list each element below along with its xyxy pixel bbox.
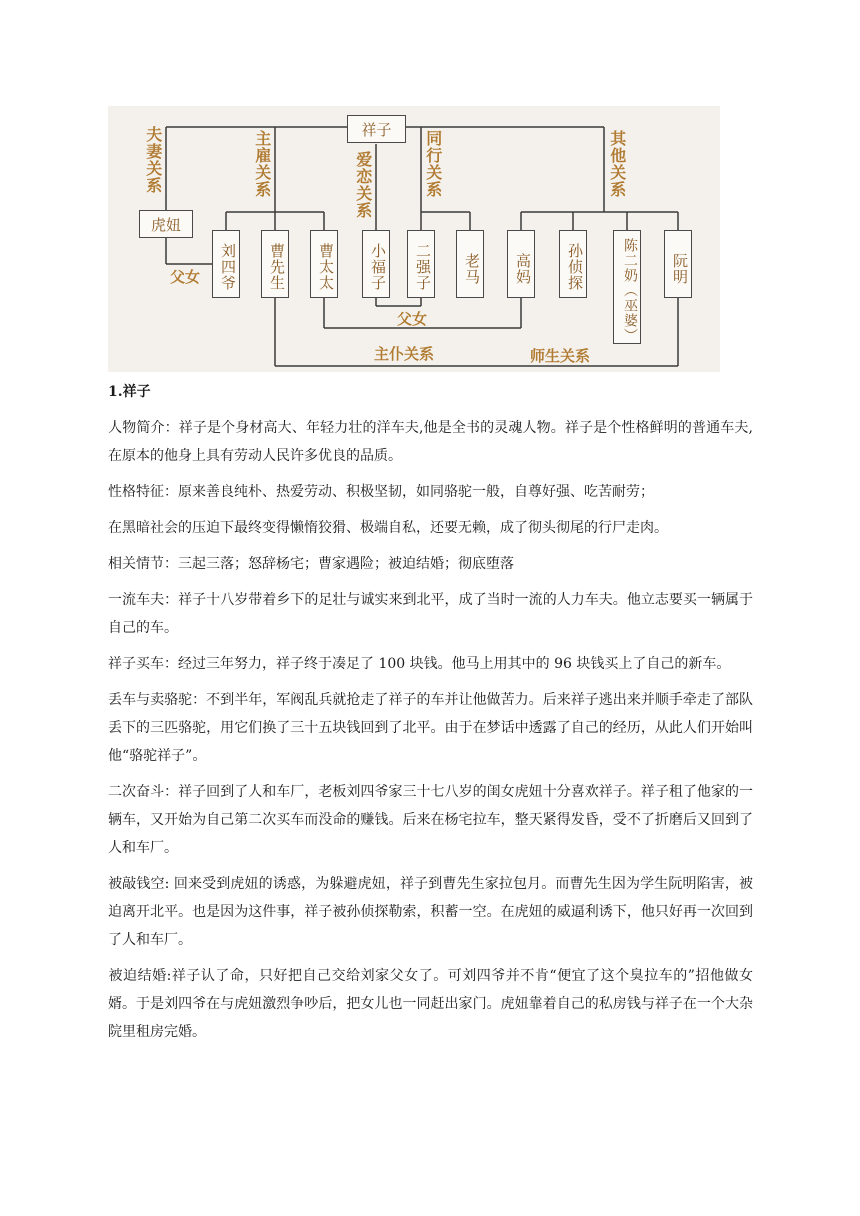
paragraph: 相关情节：三起三落；怒辞杨宅；曹家遇险；被迫结婚；彻底堕落: [108, 556, 514, 572]
person-gaoma: 高妈: [507, 230, 535, 298]
paragraph: 在黑暗社会的压迫下最终变得懒惰狡猾、极端自私，还要无赖，成了彻头彻尾的行尸走肉。: [108, 520, 668, 536]
master-servant-label: 主仆关系: [374, 345, 435, 363]
person-chenernainai: 陈二奶（巫婆）: [613, 230, 641, 344]
peer-relation-label: 同行关系: [423, 130, 443, 198]
paragraph-list: [108, 414, 753, 1046]
father-daughter-label-liu: 父女: [170, 268, 201, 286]
paragraph: 一流车夫：祥子十八岁带着乡下的足壮与诚实来到北平，成了当时一流的人力车夫。他立志要买一辆属于自己的车。: [108, 592, 753, 636]
paragraph: 性格特征：原来善良纯朴、热爱劳动、积极坚韧，如同骆驼一般，自尊好强、吃苦耐劳；: [108, 484, 654, 500]
employer-relation-label: 主雇关系: [252, 130, 272, 198]
person-caoxiansheng: 曹先生: [261, 230, 289, 298]
section-heading: 1.祥子: [108, 384, 151, 400]
character-relationship-diagram: [108, 106, 720, 372]
paragraph: 祥子买车：经过三年努力，祥子终于凑足了 100 块钱。他马上用其中的 96 块钱买上了自己的新车。: [108, 656, 731, 672]
person-caotaitai: 曹太太: [310, 230, 338, 298]
teacher-student-label: 师生关系: [530, 347, 591, 365]
paragraph: 二次奋斗：祥子回到了人和车厂，老板刘四爷家三十七八岁的闺女虎妞十分喜欢祥子。祥子租了他家的一辆车，又开始为自己第二次买车而没命的赚钱。后来在杨宅拉车，整天紧得发昏，受不了折磨后又回到了人和车厂。: [108, 784, 753, 856]
paragraph: 被迫结婚:祥子认了命，只好把自己交给刘家父女了。可刘四爷并不肯“便宜了这个臭拉车的”招他做女婿。于是刘四爷在与虎妞激烈争吵后，把女儿也一同赶出家门。虎妞靠着自己的私房钱与祥子在一个大杂院里租房完婚。: [108, 968, 753, 1040]
person-xiaofuzi: 小福子: [362, 230, 390, 298]
person-erqiangzi: 二强子: [407, 230, 435, 298]
document-body: [108, 382, 753, 1054]
other-relation-label: 其他关系: [607, 130, 627, 198]
spouse-relation-label: 夫妻关系: [143, 126, 163, 194]
person-ruanming: 阮明: [664, 230, 692, 298]
paragraph: 人物简介：祥子是个身材高大、年轻力壮的洋车夫,他是全书的灵魂人物。祥子是个性格鲜明的普通车夫,在原本的他身上具有劳动人民许多优良的品质。: [108, 420, 753, 464]
love-relation-label: 爱恋关系: [353, 151, 373, 219]
xiangzi-node: 祥子: [347, 115, 406, 143]
person-sunzhentan: 孙侦探: [559, 230, 587, 298]
paragraph: 丢车与卖骆驼：不到半年，军阀乱兵就抢走了祥子的车并让他做苦力。后来祥子逃出来并顺手牵走了部队丢下的三匹骆驼，用它们换了三十五块钱回到了北平。由于在梦话中透露了自己的经历，从此人们开始叫他“骆驼祥子”。: [108, 692, 753, 764]
person-laoma: 老马: [456, 230, 484, 298]
person-liusiye: 刘四爷: [212, 230, 240, 298]
person-huniu: 虎妞: [139, 210, 193, 238]
father-daughter-label-xiao: 父女: [397, 310, 428, 328]
paragraph: 被敲钱空: 回来受到虎妞的诱惑，为躲避虎妞，祥子到曹先生家拉包月。而曹先生因为学生阮明陷害，被迫离开北平。也是因为这件事，祥子被孙侦探勒索，积蓄一空。在虎妞的威逼利诱下，他只好再一次回到了人和车厂。: [108, 876, 753, 948]
